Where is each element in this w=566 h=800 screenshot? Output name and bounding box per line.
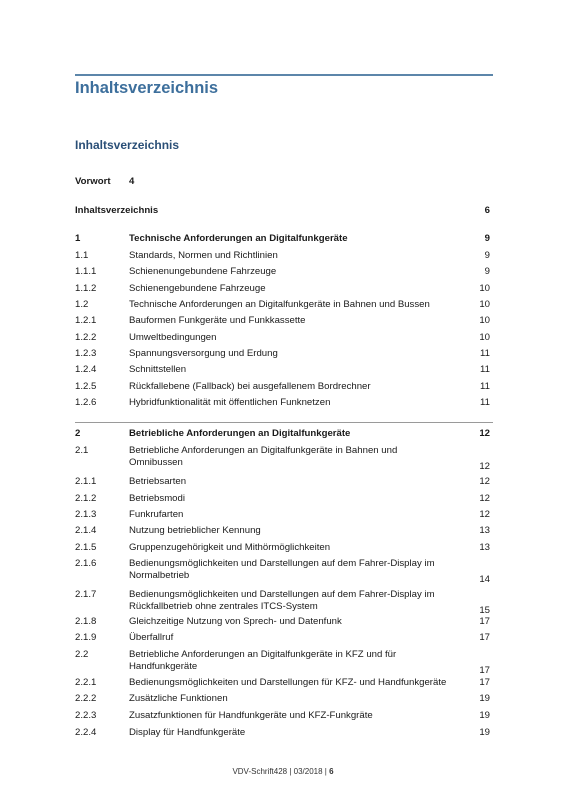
toc-inhalt-page: 6 <box>484 205 490 216</box>
toc-vorwort-label: Vorwort <box>75 176 111 187</box>
toc-entry-page: 12 <box>479 476 490 487</box>
toc-entry-page: 13 <box>479 525 490 536</box>
toc-entry-page: 17 <box>479 677 490 688</box>
toc-entry-title: Technische Anforderungen an Digitalfunkgeräte <box>129 233 348 244</box>
toc-entry-title: Überfallruf <box>129 632 174 643</box>
toc-entry-title: Rückfallebene (Fallback) bei ausgefallenem Bordrechner <box>129 381 371 392</box>
toc-entry-number: 1.2.2 <box>75 332 97 343</box>
toc-entry-page: 19 <box>479 693 490 704</box>
toc-entry-number: 1.2 <box>75 299 89 310</box>
toc-entry-page: 12 <box>479 461 490 472</box>
footer-doc: VDV-Schrift428 | 03/2018 | <box>232 767 327 776</box>
toc-entry-page: 12 <box>479 428 490 439</box>
toc-entry-number: 2.2.2 <box>75 693 97 704</box>
toc-entry-page: 9 <box>484 266 490 277</box>
toc-entry-page: 11 <box>480 397 490 408</box>
toc-entry-title: Betriebsarten <box>129 476 187 487</box>
toc-entry-number: 2.1.6 <box>75 558 97 569</box>
toc-entry-page: 11 <box>480 364 490 375</box>
toc-entry-number: 1.2.3 <box>75 348 97 359</box>
toc-entry-page: 11 <box>480 381 490 392</box>
toc-inhalt-label: Inhaltsverzeichnis <box>75 205 159 216</box>
toc-entry-page: 13 <box>479 542 490 553</box>
toc-inhaltsverzeichnis[interactable] <box>75 205 493 217</box>
toc-entry-number: 2.1.3 <box>75 509 97 520</box>
toc-entry-title: Nutzung betrieblicher Kennung <box>129 525 261 536</box>
toc-entry-number: 1.1.1 <box>75 266 97 277</box>
toc-entry-page: 10 <box>479 283 490 294</box>
toc-entry-number: 2.1.9 <box>75 632 97 643</box>
toc-entry-number: 2.1.7 <box>75 589 97 600</box>
toc-entry-page: 10 <box>479 332 490 343</box>
toc-entry-title: Display für Handfunkgeräte <box>129 727 246 738</box>
toc-entry-title: Zusatzfunktionen für Handfunkgeräte und KFZ-Funkgräte <box>129 710 373 721</box>
toc-entry-number: 2.1 <box>75 445 89 456</box>
toc-entry-page: 14 <box>479 574 490 585</box>
toc-entry-number: 1.1.2 <box>75 283 97 294</box>
toc-entry-title: Schnittstellen <box>129 364 187 375</box>
title-rule <box>75 74 493 76</box>
footer-page-number: 6 <box>329 767 334 776</box>
toc-entry-title: Bauformen Funkgeräte und Funkkassette <box>129 315 306 326</box>
toc-entry-title: Hybridfunktionalität mit öffentlichen Funknetzen <box>129 397 331 408</box>
section-heading: Inhaltsverzeichnis <box>75 138 180 152</box>
toc-entry-page: 19 <box>479 727 490 738</box>
toc-entry-title: Betriebliche Anforderungen an Digitalfunkgeräte <box>129 428 351 439</box>
toc-entry-title: Gleichzeitige Nutzung von Sprech- und Datenfunk <box>129 616 342 627</box>
toc-entry-number: 2.1.5 <box>75 542 97 553</box>
toc-entry-number: 2.2 <box>75 649 89 660</box>
toc-entry-number: 2 <box>75 428 81 439</box>
page-title: Inhaltsverzeichnis <box>75 79 219 97</box>
toc-entry-title: Betriebliche Anforderungen an Digitalfunkgeräte in KFZ und für Handfunkgeräte <box>129 649 397 672</box>
toc-entry-number: 1.2.5 <box>75 381 97 392</box>
toc-entry-title: Zusätzliche Funktionen <box>129 693 228 704</box>
toc-vorwort[interactable] <box>75 176 493 188</box>
toc-entry-title: Bedienungsmöglichkeiten und Darstellungen auf dem Fahrer-Display im Rückfallbetrieb ohne zentrales ITCS-System <box>129 589 435 612</box>
toc-entry-page: 17 <box>479 616 490 627</box>
toc-entry-number: 1 <box>75 233 81 244</box>
toc-entry-title: Standards, Normen und Richtlinien <box>129 250 278 261</box>
toc-entry-title: Betriebliche Anforderungen an Digitalfunkgeräte in Bahnen und Omnibussen <box>129 445 398 468</box>
toc-entry-title: Schienenungebundene Fahrzeuge <box>129 266 277 277</box>
toc-entry-title: Technische Anforderungen an Digitalfunkgeräte in Bahnen und Bussen <box>129 299 430 310</box>
chapter-divider <box>75 422 493 423</box>
toc-entry-number: 2.1.2 <box>75 493 97 504</box>
toc-entry-page: 19 <box>479 710 490 721</box>
toc-entry-number: 1.2.6 <box>75 397 97 408</box>
toc-entry-title: Gruppenzugehörigkeit und Mithörmöglichkeiten <box>129 542 331 553</box>
page-footer <box>0 767 566 776</box>
toc-entry-page: 11 <box>480 348 490 359</box>
toc-entry-number: 2.2.4 <box>75 727 97 738</box>
toc-entry-number: 2.2.3 <box>75 710 97 721</box>
toc-entry-title: Spannungsversorgung und Erdung <box>129 348 278 359</box>
toc-entry-title: Schienengebundene Fahrzeuge <box>129 283 266 294</box>
toc-entry-page: 10 <box>479 299 490 310</box>
toc-entry-page: 9 <box>484 250 490 261</box>
toc-entry-page: 17 <box>479 632 490 643</box>
toc-entry-title: Bedienungsmöglichkeiten und Darstellungen auf dem Fahrer-Display im Normalbetrieb <box>129 558 435 581</box>
toc-entry-number: 2.1.4 <box>75 525 97 536</box>
toc-entry-number: 1.1 <box>75 250 89 261</box>
toc-vorwort-page: 4 <box>129 176 135 187</box>
toc-entry-number: 2.1.1 <box>75 476 97 487</box>
toc-entry-number: 1.2.1 <box>75 315 97 326</box>
toc-entry-number: 2.2.1 <box>75 677 97 688</box>
toc-entry-title: Funkrufarten <box>129 509 184 520</box>
toc-entry-page: 12 <box>479 493 490 504</box>
toc-entry-number: 1.2.4 <box>75 364 97 375</box>
toc-entry-title: Umweltbedingungen <box>129 332 217 343</box>
toc-entry-title: Betriebsmodi <box>129 493 185 504</box>
toc-entry-page: 9 <box>484 233 490 244</box>
toc-entry-page: 15 <box>479 605 490 616</box>
toc-entry-number: 2.1.8 <box>75 616 97 627</box>
toc-entry-page: 10 <box>479 315 490 326</box>
toc-entry-page: 12 <box>479 509 490 520</box>
toc-entry-page: 17 <box>479 665 490 676</box>
toc-entry-title: Bedienungsmöglichkeiten und Darstellungen für KFZ- und Handfunkgeräte <box>129 677 447 688</box>
